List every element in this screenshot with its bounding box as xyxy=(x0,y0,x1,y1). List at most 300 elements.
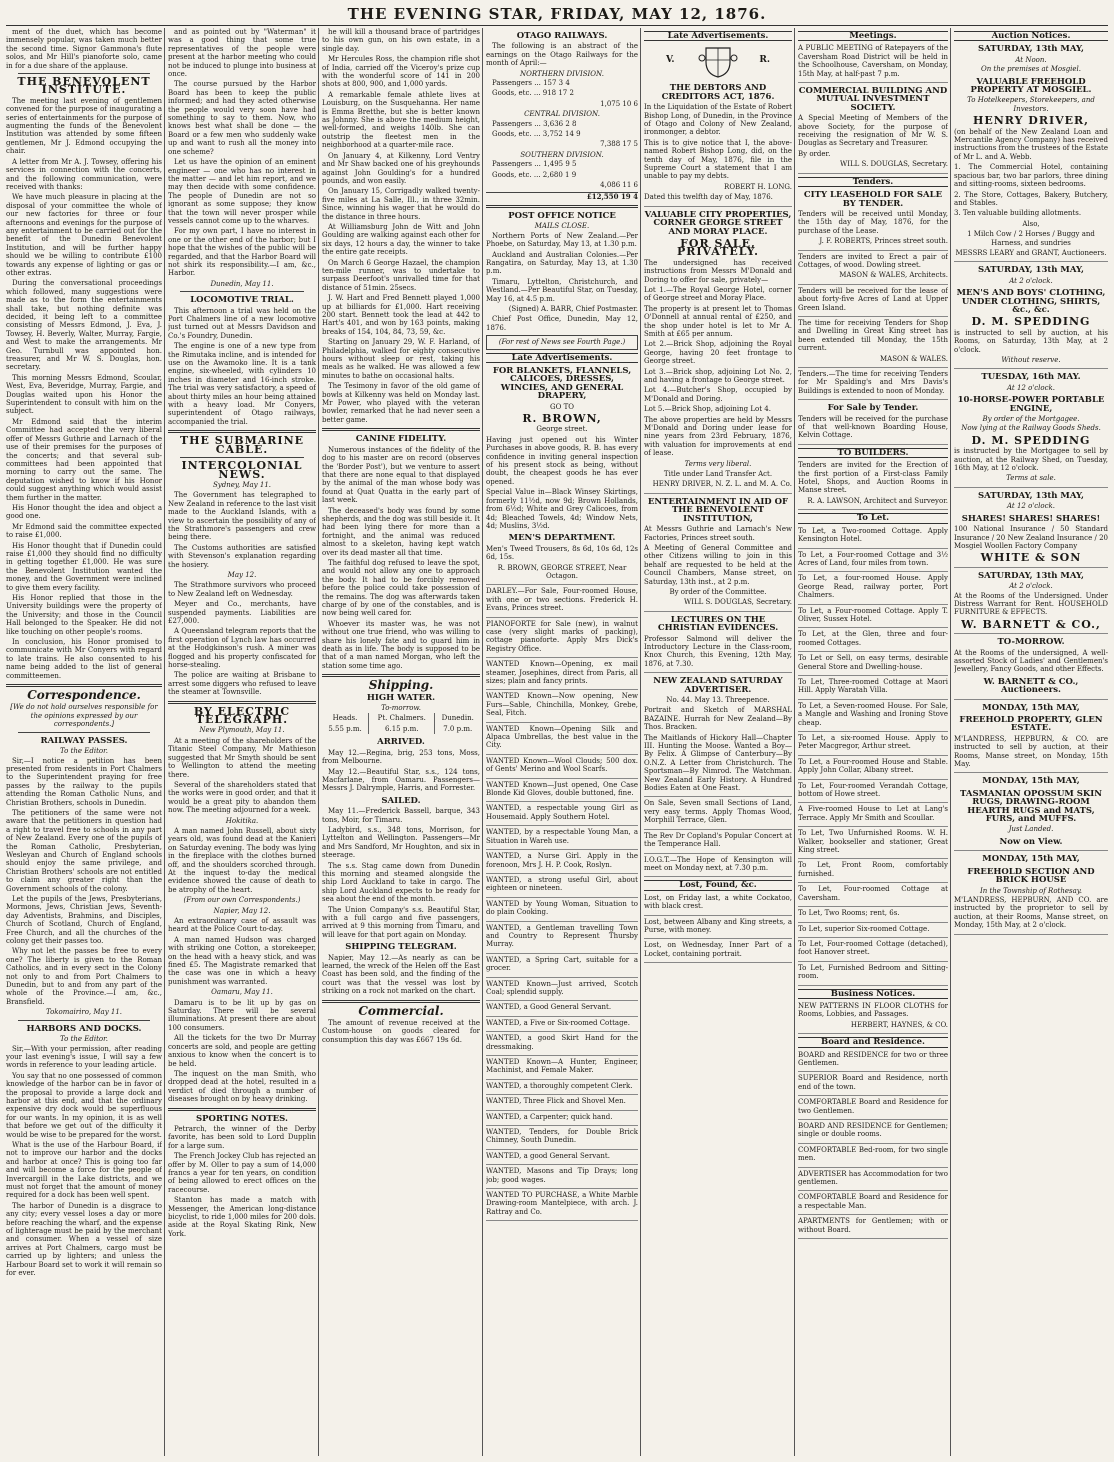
auction-subtitle: By order of the Mortgagee. xyxy=(982,415,1080,424)
article-text: The deceased's body was found by some shepherds, and the dog was still beside it. It had been lying there for more than a fortnight, and the animal was reduced almost to a skeleton, having kept watch over its dead master all that time. xyxy=(322,506,480,557)
article-heading: HARBORS AND DOCKS. xyxy=(26,1023,142,1034)
division-label: NORTHERN DIVISION. xyxy=(520,69,604,78)
ad-title: CITY LEASEHOLD FOR SALE BY TENDER. xyxy=(803,190,943,209)
auction-date: SATURDAY, 13th MAY, xyxy=(978,490,1084,501)
letter-signoff: Tokomairiro, May 11. xyxy=(45,1008,123,1017)
article-text: Meyer and Co., merchants, have suspended payments. Liabilities are £27,000. xyxy=(168,600,316,625)
advertisement xyxy=(798,253,948,285)
article-text: A remarkable female athlete lives at Louisburg, on the Susquehanna. Her name is Emma Bretthe, but she is better known as Johnny. She is above the medium height, well-formed, and weighs 140lb. She can outstrip the fleetest men in the neighborhood at a quarter-mile race. xyxy=(322,90,480,150)
to-editor: To the Editor. xyxy=(60,1035,108,1044)
ad-body: WANTED Known—Just arrived, Scotch Coal; splendid supply. xyxy=(486,979,638,996)
ad-signature: MASON & WALES, Architects. xyxy=(839,271,948,280)
article-text: On January 15, Corrigadly walked twenty-five miles at La Salle, Ill., in three 32min. Since, winning his wager that he would do the distance in three hours. xyxy=(322,187,480,221)
advertisement xyxy=(486,1128,638,1150)
ad-body: WANTED, Masons and Tip Drays; long job; good wages. xyxy=(486,1167,638,1184)
ad-body: Lot 5.—Brick Shop, adjoining Lot 4. xyxy=(644,405,771,414)
advertisement xyxy=(798,940,948,962)
ad-title: For Sale by Tender. xyxy=(827,403,919,414)
ad-body: WANTED by Young Woman, Situation to do plain Cooking. xyxy=(486,899,638,917)
article-heading: SPORTING NOTES. xyxy=(196,1113,288,1124)
auctioneer-name: HENRY DRIVER, xyxy=(972,114,1090,128)
column-rule xyxy=(164,28,165,1456)
article-text: Several of the shareholders stated that the works were in good order, and that it would be a great pity to abandon them now. The meeting adjourned for a week. xyxy=(168,780,316,815)
advertisement xyxy=(798,44,948,83)
ad-title: COMMERCIAL BUILDING AND MUTUAL INVESTMENT SOCIETY. xyxy=(798,86,948,113)
earnings-row: Passengers ... 1,495 9 5 xyxy=(492,160,577,169)
auctioneer-name: D. M. SPEDDING xyxy=(971,315,1091,329)
shipping-entry: The Union Company's s.s. Beautiful Star, with a full cargo and five passengers, arrived at 9 this morning from Timaru, and will leave for that port again on Monday. xyxy=(322,905,480,939)
advertisement xyxy=(486,367,638,585)
ad-body: A Special Meeting of Members of the above Society, for the purpose of receiving the resignation of Mr W. S. Douglas as Secretary and Treasurer. xyxy=(798,114,948,148)
advertisement xyxy=(798,1002,948,1034)
article-text: Mr Hercules Ross, the champion rifle shot of India, carried off the Viceroy's prize cup with the wonderful score of 141 in 200 shots at 800, 900, and 1,000 yards. xyxy=(322,55,480,89)
article-text: The Strathmore survivors who proceed to New Zealand left on Wednesday. xyxy=(168,581,316,598)
advertisement xyxy=(486,660,638,690)
article-heading: LOCOMOTIVE TRIAL. xyxy=(190,295,294,306)
ad-body: ADVERTISER has Accommodation for two gentlemen. xyxy=(798,1169,948,1187)
ad-body: WANTED, a Gentleman travelling Town and Country to Represent Thursby Murray. xyxy=(486,923,638,949)
auction-line: Without reserve. xyxy=(1001,356,1061,364)
auctioneer-name: W. BARNETT & CO., xyxy=(961,617,1101,631)
advertisement xyxy=(486,900,638,922)
dateline: Dunedin, May 11. xyxy=(210,279,274,288)
dateline: Sydney, May 11. xyxy=(212,480,271,489)
article-text: The amount of revenue received at the Custom-house on goods cleared for consumption this day was £667 19s 6d. xyxy=(322,1019,480,1044)
ad-line: R. BROWN, GEORGE STREET, Near Octagon. xyxy=(497,563,627,580)
ad-body: To Let, at the Glen, three and four-roomed Cottages. xyxy=(798,630,948,647)
article-text: Starting on January 29, W. F. Harland, of Philadelphia, walked for eighty consecutive hours without sleep or rest, taking his meals as he walked. He was allowed a few minutes to bathe on occasional halts. xyxy=(322,338,480,380)
advertisement xyxy=(486,1152,638,1165)
ad-line: Terms very liberal. xyxy=(684,459,752,468)
section-heading: Tenders. xyxy=(798,177,948,187)
advertisement xyxy=(486,1167,638,1189)
ad-body: I.O.G.T.—The Hope of Kensington will meet on Monday next, at 7.30 p.m. xyxy=(644,855,792,872)
ad-body: To Let, Four-roomed Verandah Cottage, bottom of Howe street. xyxy=(798,781,948,799)
auction-item: 3. Ten valuable building allotments. xyxy=(954,209,1082,218)
ad-body: At Messrs Guthrie and Larnach's New Factories, Princes street south. xyxy=(644,525,792,542)
auction-time: At 12 o'clock. xyxy=(1006,383,1055,392)
ad-body: WANTED, by a respectable Young Man, a Situation in Wareh use. xyxy=(486,828,638,845)
article-text: The Customs authorities are satisfied with Stevenson's explanation regarding the hosiery. xyxy=(168,543,316,569)
ad-body: COMFORTABLE Board and Residence for two Gentlemen. xyxy=(798,1098,948,1115)
ad-body: The undersigned has received instructions from Messrs M'Donald and Doring to offer for sale, privately— xyxy=(644,258,792,284)
ad-body: WANTED Known—A Hunter, Engineer, Machinist, and Female Maker. xyxy=(486,1058,638,1075)
advertisement xyxy=(798,829,948,859)
auction-body: M'LANDRESS, HEPBURN, & CO. are instructed to sell by auction, at their Rooms, Manse street, on Monday, 15th May. xyxy=(954,734,1108,769)
divider xyxy=(18,1020,150,1021)
letter-text: You say that no one possessed of common knowledge of the harbor can be in favor of the proposal to provide a large dock and harbor at this end, and that the ordinary expensive dry dock would be superfluous for our wants. In my opinion, it is as well that before we get out of the difficulty it would be wise to be prepared for the worst. xyxy=(6,1071,162,1139)
article-text: We have much pleasure in placing at the disposal of your committee the whole of our new factories for three or four afternoons and evenings for the purpose of any entertainment to be carried out for the benefit of the Dunedin Benevolent Institution, and will be further happy should we be willing to contribute £100 towards any expense of lighting or gas or other extras. xyxy=(6,193,162,277)
article-text: and as pointed out by "Waterman" it was a good thing that some true representatives of the people were present at the harbor meeting who could not be induced to plunge into business at once. xyxy=(168,28,316,79)
advertisement xyxy=(486,876,638,898)
notice-office: Chief Post Office, Dunedin, May 12, 1876. xyxy=(486,315,638,332)
ad-body: NEW PATTERNS IN FLOOR CLOTHS for Rooms, Lobbies, and Passages. xyxy=(798,1001,948,1019)
article-text: A man named Hudson was charged with striking one Cotton, a storekeeper, on the head with a heavy stick, and was fined £5. The Magistrate remarked that the case was one in which a heavy punishment was warranted. xyxy=(168,935,316,986)
letter-text: What is the use of the Harbour Board, if not to improve our harbor and the docks and harbor at once? This is going too far and will become a force for the people of Invercargill in the Lake districts, and we must not forget that the amount of money required for a dock has been well spent. xyxy=(6,1140,162,1200)
letter-text: Let the pupils of the Jews, Presbyterians, Mormons, Jews, Christian Jews, Seventh-day Adventists, Brahmins, and Disciples, Church of Scotland, Church of England, Free Church, and all the churches of the colony get their passes too. xyxy=(6,895,162,946)
advertisement xyxy=(798,1098,948,1120)
advertisement xyxy=(644,211,792,494)
auction-time: At 2 o'clock. xyxy=(1009,582,1053,591)
ad-body: The above properties are held by Messrs M'Donald and Doring under lease for nine years from 23rd February, 1876, with valuation for improvements at end of lease. xyxy=(644,415,792,458)
auction-place: Now lying at the Railway Goods Sheds. xyxy=(961,424,1101,433)
article-heading: THE SUBMARINE CABLE. xyxy=(179,434,305,456)
auction-item: 2. The Store, Cottages, Bakery, Butchery, and Stables. xyxy=(954,190,1108,207)
earnings-grand-total: £12,550 19 4 xyxy=(486,192,638,201)
auctioneer-name: D. M. SPEDDING xyxy=(971,433,1091,447)
article-text: The Tesimony in favor of the old game of bowls at Kilkenny was held on Monday last. Mr Power, who played with the veteran bowler, remarked that he had never seen a better game. xyxy=(322,382,480,424)
article-heading: CANINE FIDELITY. xyxy=(355,434,447,445)
advertisement xyxy=(644,918,792,940)
article-text: Whoever its master was, he was not without one true friend, who was willing to share his lonely fate and to guard him in death as in life. The body is supposed to be that of a man named Morgan, who left the station some time ago. xyxy=(322,619,480,670)
letter-text: The petitioners of the same were not aware that the petitioners in question had a right to travel free to schools in any part of New Zealand. Every one of the pupils of the Roman Catholic, Presbyterian, Wesleyan and Church of England schools should enjoy the same privilege, and Christian Brothers' schools are not entitled to claim any greater right than the Government schools of the colony. xyxy=(6,808,162,893)
disclaimer: [We do not hold ourselves responsible for the opinions expressed by our correspondents.] xyxy=(10,703,158,729)
shipping-entry: May 12.—Beautiful Star, s.s., 124 tons, Macfarlane, from Oamaru. Passengers—Messrs J. Dalrymple, Harris, and Forrester. xyxy=(322,767,480,793)
article-text: Numerous instances of the fidelity of the dog to his master are on record (observes the 'Border Post'), but we venture to assert that there are none equal to that displayed by the animal of the man whose body was found at Quat Quatta in the early part of last week. xyxy=(322,445,480,505)
advertisement xyxy=(486,924,638,954)
advertisement xyxy=(644,894,792,916)
advertisement xyxy=(798,1122,948,1144)
advertisement xyxy=(486,828,638,850)
auction-time: At 12 o'clock. xyxy=(1006,502,1055,511)
shipping-entry: Ladybird, s.s., 348 tons, Morrison, for Lyttelton and Wellington. Passengers—Mr and Mrs Sandford, Mr Houghton, and six in steerage. xyxy=(322,825,480,860)
advertisement xyxy=(486,692,638,722)
advertisement xyxy=(486,1019,638,1032)
auction-body: At the Rooms of the Undersigned. Under Distress Warrant for Rent. HOUSEHOLD FURNITURE & EFFECTS. xyxy=(954,591,1108,617)
article-heading: OTAGO RAILWAYS. xyxy=(516,31,608,41)
ad-title: NEW ZEALAND SATURDAY ADVERTISER. xyxy=(653,676,783,695)
article-text: ment of the duet, which has become immensely popular, was taken much better the second time. Signor Gammona's flute solos, and Mr Hill's pianoforte solo, came in for a due share of the applause. xyxy=(6,28,162,70)
auction-notice xyxy=(954,266,1108,369)
auction-title: FREEHOLD SECTION AND BRICK HOUSE xyxy=(967,866,1095,886)
article-text: A man named John Russell, about sixty years old, was found dead at the Kanieri on Saturday evening. The body was lying in the fireplace with the clothes burned off, and the shoulders scorched through. At the inquest to-day the medical evidence showed the cause of death to be atrophy of the heart. xyxy=(168,826,316,894)
high-water-heads-label: Heads. xyxy=(322,713,369,723)
high-water-port-value: 6.15 p.m. xyxy=(369,724,435,734)
advertisement xyxy=(798,885,948,907)
article-text: J. W. Hart and Fred Bennett played 1,000 up at billiards for £1,000. Hart receiving 200 start. Bennett took the lead at 442 to Hart's 401, and won by 163 points, making breaks of 154, 104, 84, 73, 59, &c. xyxy=(322,294,480,336)
earnings-total: 1,075 10 6 xyxy=(600,99,638,108)
ad-signature: ROBERT H. LONG. xyxy=(724,182,792,191)
auction-date: MONDAY, 15th MAY, xyxy=(982,702,1080,713)
subheading: ARRIVED. xyxy=(377,737,425,748)
section-heading: TO BUILDERS. xyxy=(798,448,948,458)
ad-body: WANTED Known—Wool Clouds; 500 dox. of Gents' Merino and Wool Scarfs. xyxy=(486,756,638,774)
column-rule xyxy=(794,28,795,1456)
auction-line: Terms at sale. xyxy=(1006,474,1056,483)
high-water-heads-value: 5.55 p.m. xyxy=(322,724,369,734)
auction-notice xyxy=(954,492,1108,568)
high-water-port-label: Pt. Chalmers. xyxy=(369,713,435,723)
advertisement xyxy=(798,1193,948,1215)
advertisement xyxy=(486,956,638,978)
advertisement xyxy=(486,1034,638,1056)
ad-body: WANTED, a respectable young Girl as Housemaid. Apply Southern Hotel. xyxy=(486,804,638,821)
ad-body: APARTMENTS for Gentlemen; with or without Board. xyxy=(798,1217,948,1234)
column-1 xyxy=(6,28,162,1456)
auction-list: 100 National Insurance / 50 Standard Insurance / 20 New Zealand Insurance / 20 Mosgiel Woollen Factory Company xyxy=(954,525,1108,550)
article-text: he will kill a thousand brace of partridges to his own gun, on his own estate, in a single day. xyxy=(322,28,480,53)
advertisement xyxy=(644,616,792,673)
ad-body: BOARD and RESIDENCE for two or three Gentlemen. xyxy=(798,1050,948,1067)
letter-text: Sir,—I notice a petition has been presented from residents in Port Chalmers to the Superintendent praying for free passes by the railway to the pupils attending the Roman Catholic Nuns, and Christian Brothers, schools in Dunedin. xyxy=(6,756,162,807)
column-rule xyxy=(640,28,641,1456)
auction-subtitle: Just Landed. xyxy=(1008,825,1054,834)
ad-body: Tenders will be received for the purchase of that well-known Boarding House, Kelvin Cottage. xyxy=(798,414,948,440)
advertisement xyxy=(798,1146,948,1168)
auction-body: is instructed to sell by auction, at his Rooms, on Saturday, 13th May, at 2 o'clock. xyxy=(954,328,1108,354)
article-text: On January 4, at Kilkenny, Lord Ventry and Mr Shaw backed one of his greyhounds against John Goulding's for a hundred pounds, and won easily. xyxy=(322,151,480,185)
subheading: To-morrow. xyxy=(381,704,421,713)
ad-title: LECTURES ON THE CHRISTIAN EVIDENCES. xyxy=(657,614,779,634)
advertisement xyxy=(486,804,638,826)
ad-body: WANTED, a thoroughly competent Clerk. xyxy=(486,1081,633,1090)
advertisement xyxy=(798,191,948,250)
ad-body: Lost, on Wednesday, Inner Part of a Locket, containing portrait. xyxy=(644,941,792,958)
article-text: The police are waiting at Brisbane to arrest some diggers who refused to leave the steamer at Townsville. xyxy=(168,671,316,697)
ad-body: The property is at present let to Thomas O'Donnell at annual rental of £250, and the shop under hotel is let to Mr A. Smith at £65 per annum. xyxy=(644,304,792,338)
subheading: SAILED. xyxy=(381,795,421,806)
ad-body: Professor Salmond will deliver the Introductory Lecture in the Class-room, Knox Church, this Evening, 12th May, 1876, at 7.30. xyxy=(644,634,792,668)
ad-body: To Let, a Four-roomed Cottage. Apply T. Oliver, Sussex Hotel. xyxy=(798,606,948,623)
letter-text: Why not let the passes be free to every one? The liberty is given to the Roman Catholics, and in every sect in the Colony not only to and from Port Chalmers to Dunedin, but to and from any part of the whole of the Province.—I am, &c., Bransfield. xyxy=(6,947,162,1006)
auction-line: Now on View. xyxy=(999,836,1063,847)
advertisement xyxy=(798,678,948,700)
ad-signature: HENRY DRIVER, N. Z. L. and M. A. Co. xyxy=(652,480,792,489)
auction-time: At Noon. xyxy=(1015,55,1047,64)
divider xyxy=(486,205,638,208)
crest-letter-right: R. xyxy=(759,55,770,66)
earnings-total: 7,388 17 5 xyxy=(600,140,638,149)
ad-line: GO TO xyxy=(550,402,574,411)
advertisement xyxy=(798,782,948,804)
ad-body: The Maitlands of Hickory Hall—Chapter III. Hunting the Moose. Wanted a Boy—By Felix. A Glimpse of Canterbury—By O.N.Z. A Letter from Christchurch. The Sportsman—By Nimrod. The Watchman. New Zealand Early History. A Hundred Bodies Eaten at One Feast. xyxy=(644,733,792,793)
article-text: The following is an abstract of the earnings on the Otago Railways for the month of April:— xyxy=(486,42,638,68)
ad-body: BOARD AND RESIDENCE for Gentlemen; single or double rooms. xyxy=(798,1122,948,1139)
ad-body: To Let, Four-roomed Cottage at Caversham. xyxy=(798,885,948,902)
auction-date: SATURDAY, 13th MAY, xyxy=(978,265,1084,276)
advertisement xyxy=(798,574,948,604)
section-heading: Meetings. xyxy=(798,31,948,41)
ad-body: Tenders are invited to Erect a pair of Cottages, of wood. Dowling street. xyxy=(798,252,948,269)
auction-notice xyxy=(954,777,1108,851)
article-text: The course pursued by the Harbor Board has been to keep the public informed; and had they acted otherwise the people would very soon have had something to say to them. Now, who knows best what shall be done — the Board or a few men who suddenly wake up and want to rush all the money into one scheme? xyxy=(168,80,316,156)
advertisement xyxy=(798,1217,948,1239)
article-text: The French Jockey Club has rejected an offer by M. Oller to pay a sum of 14,000 francs a year for ten years, on condition of being allowed to erect offices on the racecourse. xyxy=(168,1152,316,1194)
ad-body: WANTED, a Carpenter; quick hand. xyxy=(486,1112,613,1121)
ad-signature: HERBERT, HAYNES, & CO. xyxy=(850,1020,948,1029)
ad-body: Tenders will be received for the lease of about forty-five Acres of Land at Upper Green Island. xyxy=(798,286,948,312)
ad-body: WANTED Known—Just opened, One Case Blonde Kid Gloves, double buttoned, fine. xyxy=(486,780,638,798)
auction-time: At 2 o'clock. xyxy=(1009,276,1053,285)
article-text: His Honor replied that those in the University buildings were the property of the University; and those in the Council Hall belonged to the Speaker. He did not like touching on other people's rooms. xyxy=(6,594,162,636)
advertisement xyxy=(798,319,948,368)
ad-body: WANTED, a Spring Cart, suitable for a grocer. xyxy=(486,955,638,973)
advertisement xyxy=(486,1191,638,1221)
section-heading: To Let. xyxy=(798,513,948,523)
advertisement xyxy=(486,781,638,803)
ad-body: Lot 3.—Brick shop, adjoining Lot No. 2, and having a frontage to George street. xyxy=(644,367,792,384)
advertisement xyxy=(644,84,792,206)
subheading: SHIPPING TELEGRAM. xyxy=(345,942,457,953)
article-text: A letter from Mr A. J. Towsey, offering his services in connection with the concerts, and the following communication, were received with thanks: xyxy=(6,157,162,191)
ad-body: A PUBLIC MEETING of Ratepayers of the Caversham Road District will be held in the Schoolhouse, Caversham, on Monday, 15th May, at half-past 7 p.m. xyxy=(798,44,948,78)
ad-name: R. BROWN, xyxy=(522,412,602,426)
article-text: Damaru is to be lit up by gas on Saturday. There will be several illuminations. At present there are about 100 consumers. xyxy=(168,998,316,1032)
ad-signature: R. A. LAWSON, Architect and Surveyor. xyxy=(807,496,948,505)
auction-title: FREEHOLD PROPERTY, GLEN ESTATE. xyxy=(959,715,1103,734)
advertisement xyxy=(798,370,948,400)
article-text: This afternoon a trial was held on the Port Chalmers line of a new locomotive just turned out at Messrs Davidson and Co.'s Foundry, Dunedin. xyxy=(168,306,316,340)
auction-notice xyxy=(954,855,1108,934)
ad-body: WANTED Known—Now opening, New Furs—Sable, Chinchilla, Monkey, Grebe, Seal, Fitch. xyxy=(486,692,638,718)
article-text: At a meeting of the shareholders of the Titanic Steel Company, Mr Mathieson suggested that Mr Smyth should be sent to Wellington to attend the meeting there. xyxy=(168,736,316,779)
dateline: New Plymouth, May 11. xyxy=(199,726,285,735)
auction-date: TO-MORROW. xyxy=(997,637,1065,648)
notice-signature: (Signed) A. BARR, Chief Postmaster. xyxy=(508,304,638,313)
ad-title: FOR BLANKETS, FLANNELS, CALICOES, DRESSES, WINCIES, AND GENERAL DRAPERY, xyxy=(492,366,632,402)
shipping-entry: May 12.—Regina, brig, 253 tons, Moss, from Melbourne. xyxy=(322,748,480,766)
advertisement xyxy=(486,757,638,779)
article-text: Mr Edmond said the committee expected to raise £1,000. xyxy=(6,522,162,540)
news-continued-note: (For rest of News see Fourth Page.) xyxy=(486,335,638,349)
ad-line: By order of the Committee. xyxy=(669,587,767,596)
auction-body: At the Rooms of the undersigned, A well-assorted Stock of Ladies' and Gentlemen's Jewellery, Fancy Goods, and other Effects. xyxy=(954,648,1108,674)
shipping-entry: The s.s. Stag came down from Dunedin this morning and steamed alongside the ship Lord Auckland to take in cargo. The ship Lord Auckland expects to be ready for sea about the end of the month. xyxy=(322,861,480,904)
divider xyxy=(322,428,480,431)
ad-body: Lost, on Friday last, a white Cockatoo, with black crest. xyxy=(644,893,792,911)
article-text: A Queensland telegram reports that the first operation of Lynch law has occurred at the Hodgkinson's rush. A miner was flogged and his property confiscated for horse-stealing. xyxy=(168,627,316,670)
ad-body: To Let, Two Rooms; rent, 6s. xyxy=(798,909,900,918)
ad-body: Lot 1.—The Royal George Hotel, corner of George street and Moray Place. xyxy=(644,285,792,303)
ad-body: WANTED Known—Opening, ex mail steamer, Josephines, direct from Paris, all sizes; plain and fancy prints. xyxy=(486,660,638,685)
article-text: His Honor thought that if Dunedin could raise £1,000 they should find no difficulty in getting together £1,000. He was sure the Benevolent Institution wanted the money, and the Government were inclined to give them every facility. xyxy=(6,541,162,592)
divider xyxy=(18,73,150,74)
ad-title: VALUABLE CITY PROPERTIES, CORNER GEORGE STREET AND MORAY PLACE. xyxy=(644,209,792,237)
article-text: In conclusion, his Honor promised to communicate with Mr Conyers with regard to late trains. He also consented to his name being added to the list of general committeemen. xyxy=(6,638,162,680)
auction-line: Also, xyxy=(1022,219,1040,228)
ad-body: Men's Tweed Trousers, 8s 6d, 10s 6d, 12s 6d, 15s. xyxy=(486,544,638,562)
ad-body: Lot 2.—Brick Shop, adjoining the Royal George, having 20 feet frontage to George street. xyxy=(644,340,792,366)
advertisement xyxy=(486,620,638,659)
advertisement xyxy=(798,1051,948,1073)
to-editor: To the Editor. xyxy=(60,747,108,756)
ad-body: Tenders.—The time for receiving Tenders for Mr Spalding's and Mrs Davis's Buildings is extended to noon of Monday. xyxy=(798,370,948,395)
ad-body: To Let, a four-roomed House. Apply George Read, railway porter, Port Chalmers. xyxy=(798,574,948,600)
ad-body: WANTED, Tenders, for Double Brick Chimney, South Dunedin. xyxy=(486,1128,638,1145)
column-5 xyxy=(644,28,792,1456)
auctioneer-name: WHITE & SON xyxy=(980,551,1082,565)
auction-title: SHARES! SHARES! SHARES! xyxy=(961,513,1101,524)
auction-notice xyxy=(954,572,1108,634)
ad-body: Special Value in—Black Winsey Skirtings, formerly 11½d, now 9d; Brown Hollands, from 6½d; White and Grey Calicoes, from 4d; Bleached Towels, 4d; Window Nets, 4d; Muslins, 3½d. xyxy=(486,488,638,530)
auction-body: is instructed by the Mortgagee to sell by auction, at the Railway Shed, on Tuesday, 16th May, at 12 o'clock. xyxy=(954,447,1108,473)
ad-body: To Let, a Four-roomed Cottage and 3½ Acres of Land, four miles from town. xyxy=(798,550,948,567)
ad-body: Lost, between Albany and King streets, a Purse, with money. xyxy=(644,917,792,934)
auction-title: TASMANIAN OPOSSUM SKIN RUGS, DRAWING-ROOM HEARTH RUGS and MATS, FURS, and MUFFS. xyxy=(959,788,1102,825)
ad-body: WANTED, Three Flick and Shovel Men. xyxy=(486,1097,626,1106)
dateline: May 12. xyxy=(227,570,257,579)
advertisement xyxy=(798,805,948,827)
ad-body: To Let, a six-roomed House. Apply to Peter Macgregor, Arthur street. xyxy=(798,734,948,751)
ad-line: No. 44. May 13. Threepence. xyxy=(666,696,770,704)
advertisement xyxy=(486,725,638,755)
auction-date: SATURDAY, 13th MAY, xyxy=(978,44,1084,55)
auction-title: 10-HORSE-POWER PORTABLE ENGINE, xyxy=(957,395,1105,414)
divider xyxy=(168,1108,316,1111)
article-heading: RAILWAY PASSES. xyxy=(40,735,128,746)
ad-body: To Let, a Two-roomed Cottage. Apply Kensington Hotel. xyxy=(798,526,948,544)
advertisement xyxy=(486,980,638,1002)
auction-date: SATURDAY, 13th MAY, xyxy=(978,570,1084,581)
ad-body: Lot 4.—Butcher's Shop, occupied by M'Donald and Doring. xyxy=(644,386,792,403)
article-text: The inquest on the man Smith, who dropped dead at the hotel, resulted in a verdict of died through a number of diseases brought on by heavy drinking. xyxy=(168,1069,316,1104)
ad-body: A Meeting of General Committee and other Citizens willing to join in this behalf are requested to be held at the Council Chambers, Manse street, on Saturday, 13th inst., at 2 p.m. xyxy=(644,543,792,586)
ad-line: By order. xyxy=(798,149,831,158)
ad-body: To Let, Furnished Bedroom and Sitting-room. xyxy=(798,963,948,981)
auction-place: On the premises at Mosgiel. xyxy=(980,65,1082,74)
ad-body: PIANOFORTE for Sale (new), in walnut case (very slight marks of packing), cottage pianoforte. Apply Mrs Dick's Registry Office. xyxy=(486,619,638,653)
section-heading: Lost, Found, &c. xyxy=(644,880,792,890)
auction-subtitle: In the Township of Rothesay. xyxy=(979,886,1083,895)
mail-entry: Northern Ports of New Zealand.—Per Phoebe, on Saturday, May 13, at 1.30 p.m. xyxy=(486,231,638,249)
article-text: The engine is one of a new type from the Rimutaka incline, and is intended for use on the Awamoko line. It is a tank engine, six-wheeled, with cylinders 10 inches in diameter and 16-inch stroke. The trial was very satisfactory, a speed of about thirty miles an hour being attained with a heavy load. Mr Conyers, superintendent of Otago railways, accompanied the trial. xyxy=(168,342,316,426)
high-water-dunedin-label: Dunedin. xyxy=(441,714,474,723)
advertisement xyxy=(486,852,638,874)
ad-signature: J. F. ROBERTS, Princes street south. xyxy=(819,237,948,246)
ad-body: COMFORTABLE Bed-room, for two single men. xyxy=(798,1145,948,1163)
division-label: SOUTHERN DIVISION. xyxy=(520,150,604,159)
auction-notice xyxy=(954,638,1108,699)
column-rule xyxy=(318,28,319,1456)
ad-body: To Let, superior Six-roomed Cottage. xyxy=(798,924,930,933)
royal-coat-of-arms xyxy=(644,44,792,80)
ad-body: SUPERIOR Board and Residence, north end of the town. xyxy=(798,1074,948,1091)
column-4 xyxy=(486,28,638,1456)
earnings-total: 4,086 11 6 xyxy=(600,181,638,190)
earnings-row: Passengers ... 157 3 4 xyxy=(492,79,570,88)
advertisement xyxy=(798,964,948,986)
crest-letter-left: V. xyxy=(666,55,675,66)
advertisement xyxy=(644,941,792,963)
column-2 xyxy=(168,28,316,1456)
advertisement xyxy=(798,654,948,676)
auction-body: M'LANDRESS, HEPBURN, AND CO. are instructed by the proprietor to sell by auction, at their Rooms, Manse street, on Monday, 15th May, at 2 o'clock. xyxy=(954,895,1108,930)
ad-body: WANTED Known—Opening Silk and Alpaca Umbrellas, the best value in the City. xyxy=(486,724,638,750)
ad-body: WANTED TO PURCHASE, a White Marble Drawing-room Mantelpiece, with arch. J. Rattray and Co. xyxy=(486,1191,638,1216)
advertisement xyxy=(644,856,792,878)
ad-body: This is to give notice that I, the above-named Robert Bishop Long, did, on the tenth day of May, 1876, file in the Supreme Court a statement that I am unable to pay my debts. xyxy=(644,138,792,181)
article-text: On March 6 George Hazael, the champion ten-mile runner, was to undertake to surpass Deerfoot's unrivalled time for that distance of 51min. 25secs. xyxy=(322,258,480,292)
section-heading: Auction Notices. xyxy=(954,31,1108,41)
ad-line: Title under Land Transfer Act. xyxy=(663,470,773,479)
earnings-row: Passengers ... 3,636 2 8 xyxy=(492,119,577,128)
advertisement xyxy=(798,607,948,629)
ad-body: To Let or Sell, on easy terms, desirable General Store and Dwelling-house. xyxy=(798,654,948,671)
auction-notice xyxy=(954,373,1108,487)
ad-date: Dated this twelfth day of May, 1876. xyxy=(644,193,773,202)
section-heading: Late Advertisements. xyxy=(644,31,792,41)
auction-subtitle: To Hotelkeepers, Storekeepers, and Investors. xyxy=(967,96,1095,113)
article-text: Let us have the opinion of an eminent engineer — one who has no interest in the matter — and let him report, and we may then decide with some confidence. The people of Dunedin are not so ignorant as some suppose; they know that the town will never prosper while vessels cannot come up to the wharves. xyxy=(168,158,316,225)
ad-body: WANTED, a good General Servant. xyxy=(486,1151,610,1160)
auction-date: TUESDAY, 16th MAY. xyxy=(981,372,1081,383)
ad-body: To Let, Three-roomed Cottage at Maori Hill. Apply Waratah Villa. xyxy=(798,677,948,695)
advertisement xyxy=(798,925,948,938)
ad-body: In the Liquidation of the Estate of Robert Bishop Long, of Dunedin, in the Province of Otago and Colony of New Zealand, ironmonger, a debtor. xyxy=(644,103,792,137)
high-water-table xyxy=(322,713,480,734)
advertisement xyxy=(798,734,948,756)
auction-list: 1 Milch Cow / 2 Horses / Buggy and Harness, and sundries xyxy=(967,230,1095,247)
